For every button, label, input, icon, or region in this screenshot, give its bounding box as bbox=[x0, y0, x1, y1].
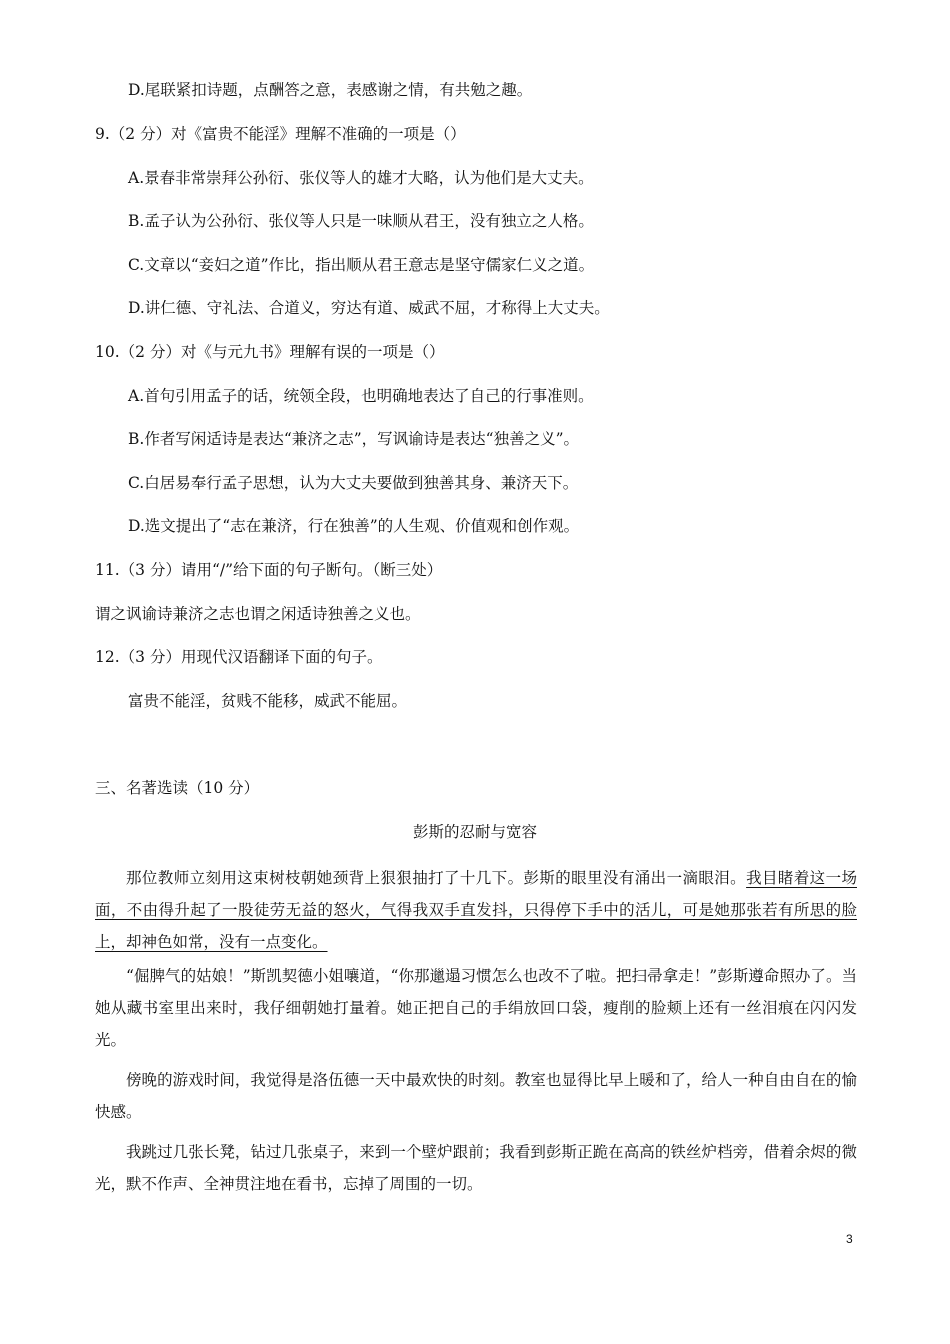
q12-stem: 12.（3 分）用现代汉语翻译下面的句子。 bbox=[95, 648, 383, 666]
q10-option-c: C.白居易奉行孟子思想，认为大丈夫要做到独善其身、兼济天下。 bbox=[128, 474, 579, 492]
q9-option-d: D.讲仁德、守礼法、合道义，穷达有道、威武不屈，才称得上大丈夫。 bbox=[128, 299, 610, 317]
passage-paragraph-2: “倔脾气的姑娘！”斯凯契德小姐嚷道，“你那邋遢习惯怎么也改不了啦。把扫帚拿走！”彭斯遵命照办了。当她从藏书室里出来时，我仔细朝她打量着。她正把自己的手绢放回口袋，瘦削的脸颊上还有一丝泪痕在闪闪发光。 bbox=[95, 967, 857, 1049]
q11-stem: 11.（3 分）请用“/”给下面的句子断句。（断三处） bbox=[95, 561, 443, 579]
paragraph-1-text: 那位教师立刻用这束树枝朝她颈背上狠狠抽打了十几下。彭斯的眼里没有涌出一滴眼泪。 bbox=[126, 869, 747, 887]
q10-option-b: B.作者写闲适诗是表达“兼济之志”，写讽谕诗是表达“独善之义”。 bbox=[128, 430, 580, 448]
q10-option-a: A.首句引用孟子的话，统领全段，也明确地表达了自己的行事准则。 bbox=[128, 387, 594, 405]
q8-option-d: D.尾联紧扣诗题，点酬答之意，表感谢之情，有共勉之趣。 bbox=[128, 81, 533, 99]
q10-option-d: D.选文提出了“志在兼济，行在独善”的人生观、价值观和创作观。 bbox=[128, 517, 580, 535]
paragraph-1-underlined-text: 我目睹着这一场面，不由得升起了一股徒劳无益的怒火，气得我双手直发抖，只得停下手中的活儿，可是她那张若有所思的脸上，却神色如常，没有一点变化。 bbox=[95, 869, 857, 951]
passage-paragraph-4: 我跳过几张长凳，钻过几张桌子，来到一个壁炉跟前；我看到彭斯正跪在高高的铁丝炉档旁，借着余烬的微光，默不作声、全神贯注地在看书，忘掉了周围的一切。 bbox=[95, 1143, 857, 1193]
q11-sentence: 谓之讽谕诗兼济之志也谓之闲适诗独善之义也。 bbox=[95, 605, 421, 623]
q10-stem: 10.（2 分）对《与元九书》理解有误的一项是（） bbox=[95, 343, 445, 361]
q9-stem: 9.（2 分）对《富贵不能淫》理解不准确的一项是（） bbox=[95, 125, 466, 143]
q9-option-c: C.文章以“妾妇之道”作比，指出顺从君王意志是坚守儒家仁义之道。 bbox=[128, 256, 595, 274]
page-number: 3 bbox=[846, 1232, 853, 1246]
passage-paragraph-1 bbox=[95, 862, 857, 958]
passage-title: 彭斯的忍耐与宽容 bbox=[412, 823, 537, 841]
q12-sentence: 富贵不能淫，贫贱不能移，威武不能屈。 bbox=[128, 692, 408, 710]
q9-option-a: A.景春非常崇拜公孙衍、张仪等人的雄才大略，认为他们是大丈夫。 bbox=[128, 169, 594, 187]
section-heading: 三、名著选读（10 分） bbox=[95, 779, 260, 797]
passage-paragraph-3: 傍晚的游戏时间，我觉得是洛伍德一天中最欢快的时刻。教室也显得比早上暖和了，给人一种自由自在的愉快感。 bbox=[95, 1071, 857, 1121]
q9-option-b: B.孟子认为公孙衍、张仪等人只是一味顺从君王，没有独立之人格。 bbox=[128, 212, 594, 230]
